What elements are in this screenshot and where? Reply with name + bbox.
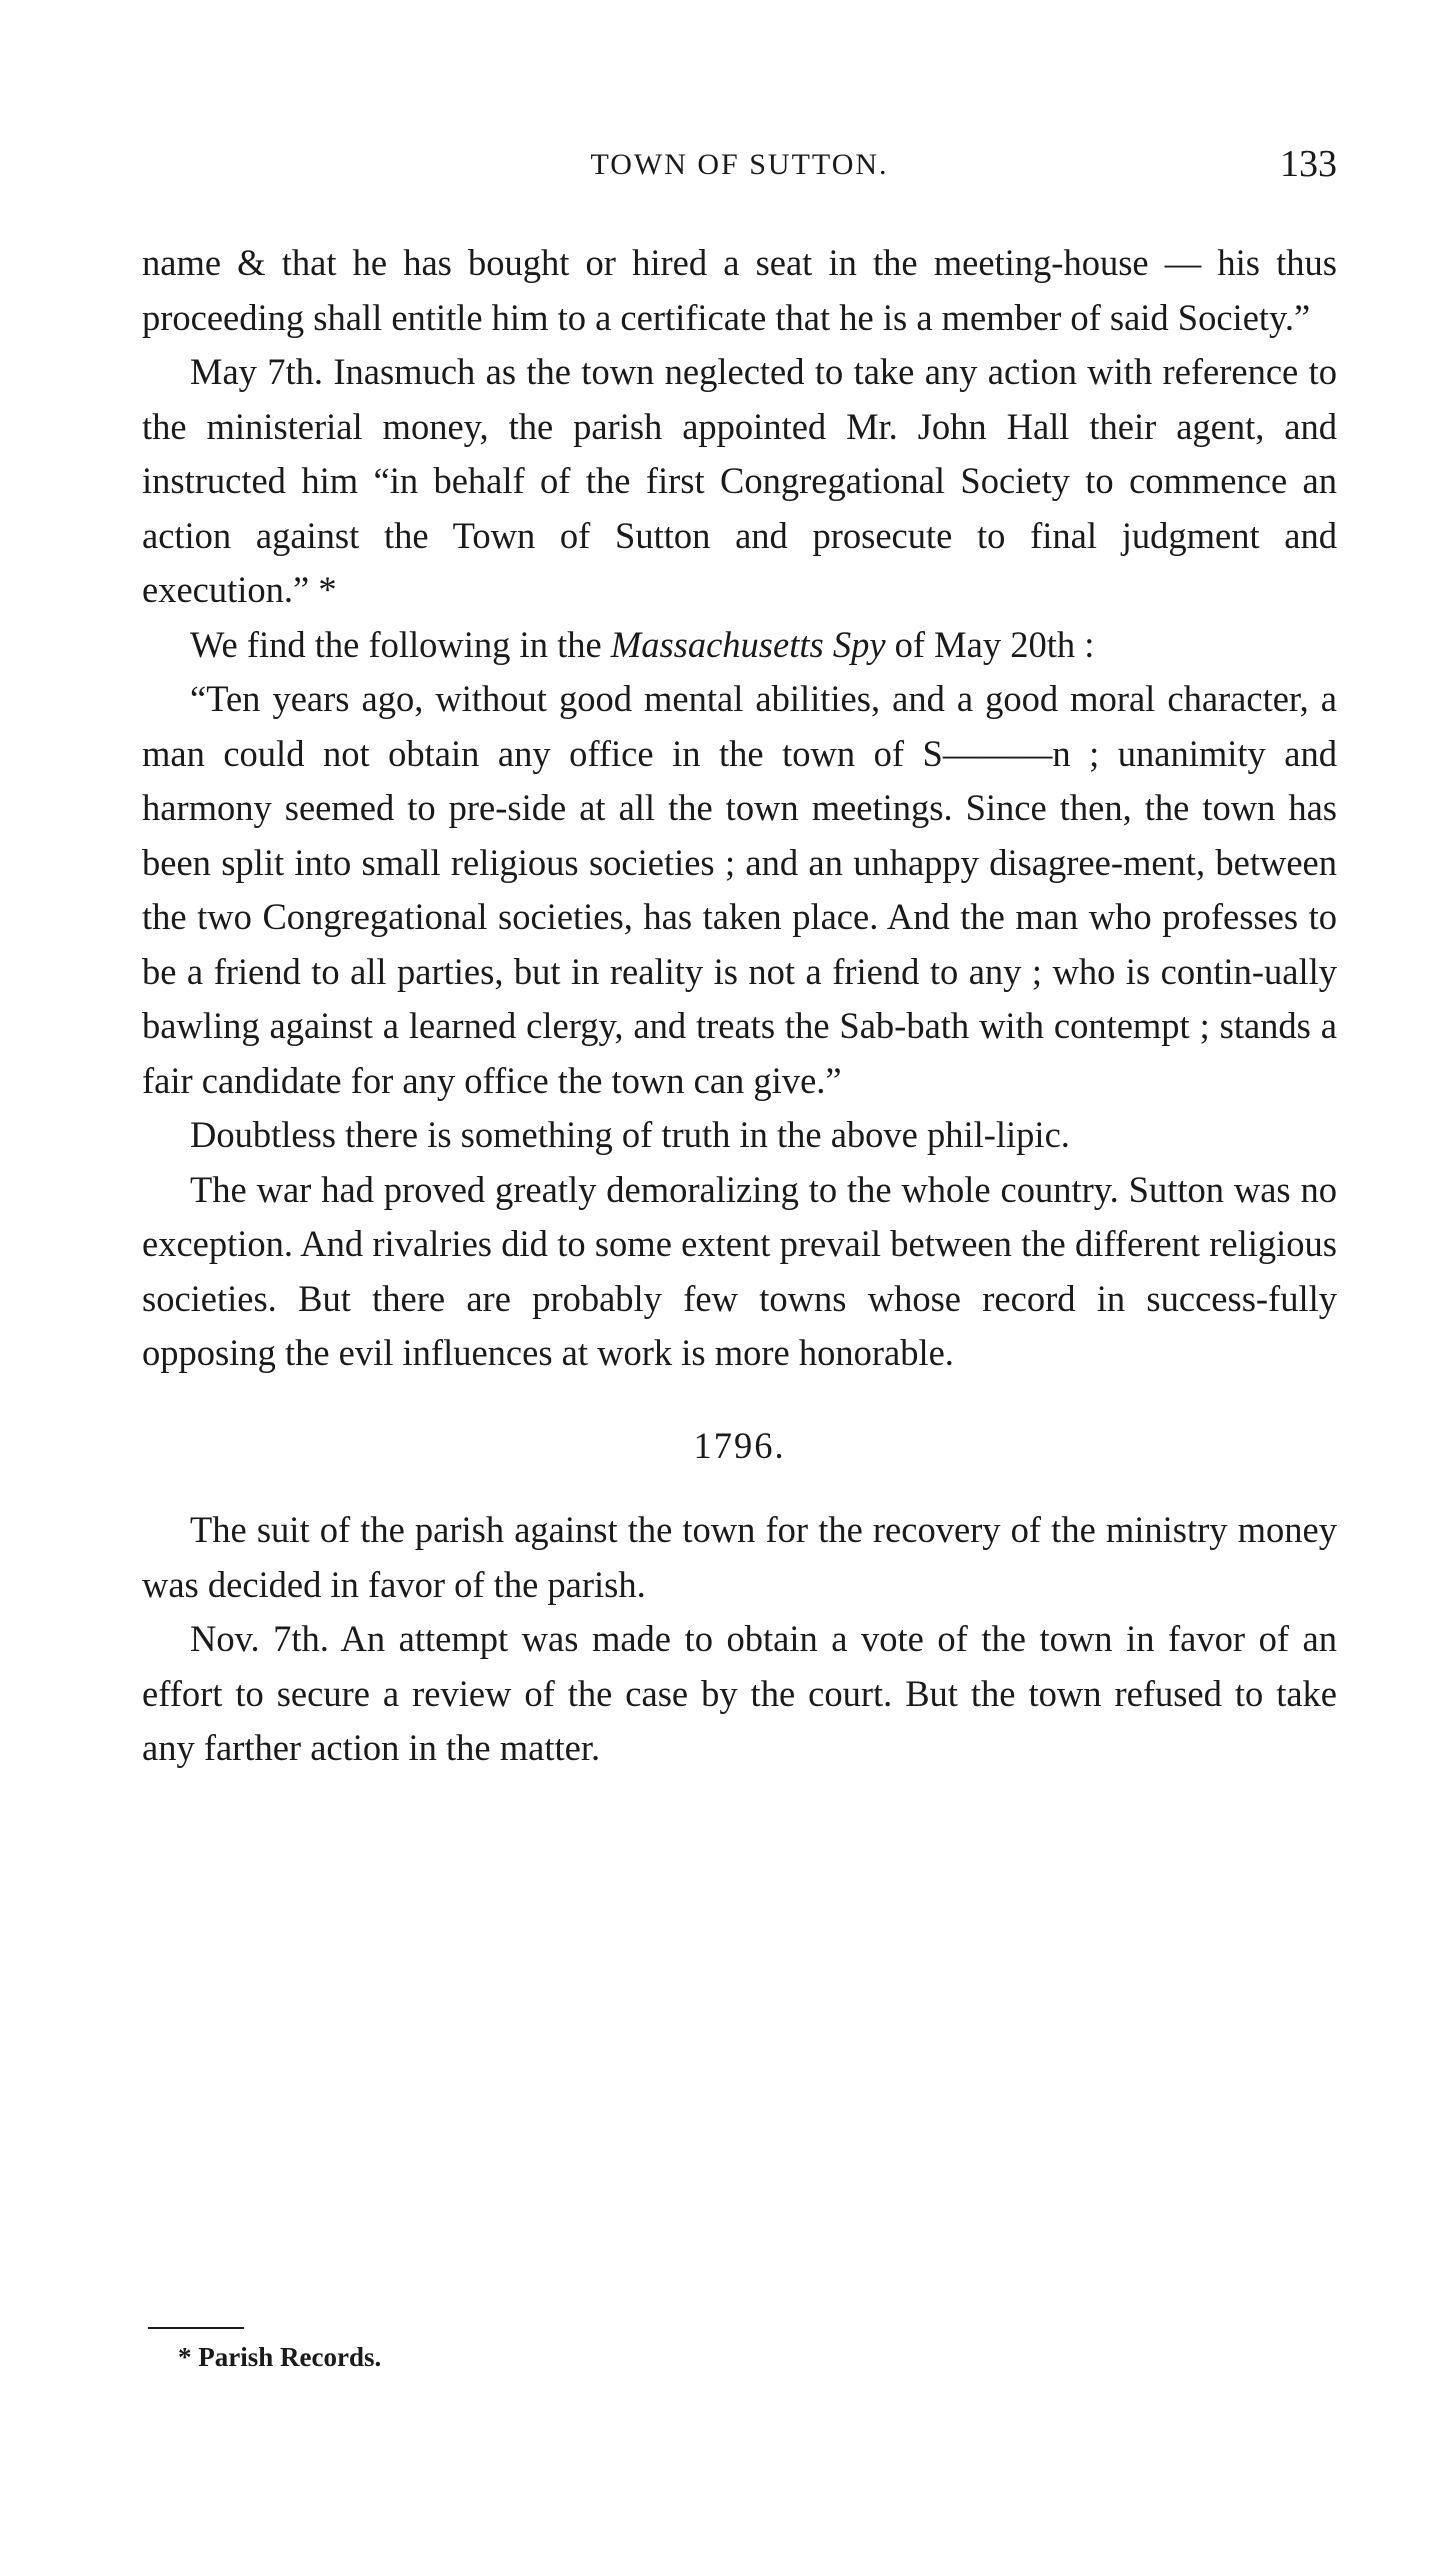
paragraph-phillipic: Doubtless there is something of truth in the above phil-lipic. [190,1114,1070,1155]
footnote-divider [148,2327,244,2329]
paragraph-certificate: name & that he has bought or hired a seat in the meeting-house — his thus proceeding shall entitle him to a certificate that he is a member of said Society.” [142,242,1337,338]
paragraph-may-7th: May 7th. Inasmuch as the town neglected to take any action with reference to the ministerial money, the parish appointed Mr. John Hall their agent, and instructed him “in behalf of the first Congregational Society to commence an action against the Town of Sutton and prosecute to final judgment and execution.” * [142,351,1337,610]
intro-date: of May 20th : [885,623,1095,665]
newspaper-title: Massachusetts Spy [610,623,886,665]
paragraph-suit: The suit of the parish against the town for the recovery of the ministry money was decided in favor of the parish. [142,1509,1337,1605]
paragraph-nov-7th: Nov. 7th. An attempt was made to obtain a vote of the town in favor of an effort to secure a review of the case by the court. But the town refused to take any farther action in the matter. [142,1618,1337,1768]
intro-text: We find the following in the [190,623,611,665]
year-heading: 1796. [693,1424,786,1466]
page-number: 133 [1280,143,1337,185]
paragraph-massachusetts-spy-intro [142,618,1337,673]
body-text [142,236,1337,1776]
footnote: * Parish Records. [178,2342,382,2372]
paragraph-war: The war had proved greatly demoralizing to the whole country. Sutton was no exception. And rivalries did to some extent prevail between the different religious societies. But there are probably few towns whose record in success-fully opposing the evil influences at work is more honorable. [142,1168,1337,1373]
paragraph-quotation: “Ten years ago, without good mental abilities, and a good moral character, a man could not obtain any office in the town of S———n ; unanimity and harmony seemed to pre-side at all the town meetings. Since then, the town has been split into small religious societies ; and an unhappy disagree-ment, between the two Congregational societies, has taken place. And the man who professes to be a friend to all parties, but in reality is not a friend to any ; who is contin-ually bawling against a learned clergy, and treats the Sab-bath with contempt ; stands a fair candidate for any office the town can give.” [142,678,1337,1101]
running-head [142,142,1337,194]
running-title: TOWN OF SUTTON. [590,148,889,181]
